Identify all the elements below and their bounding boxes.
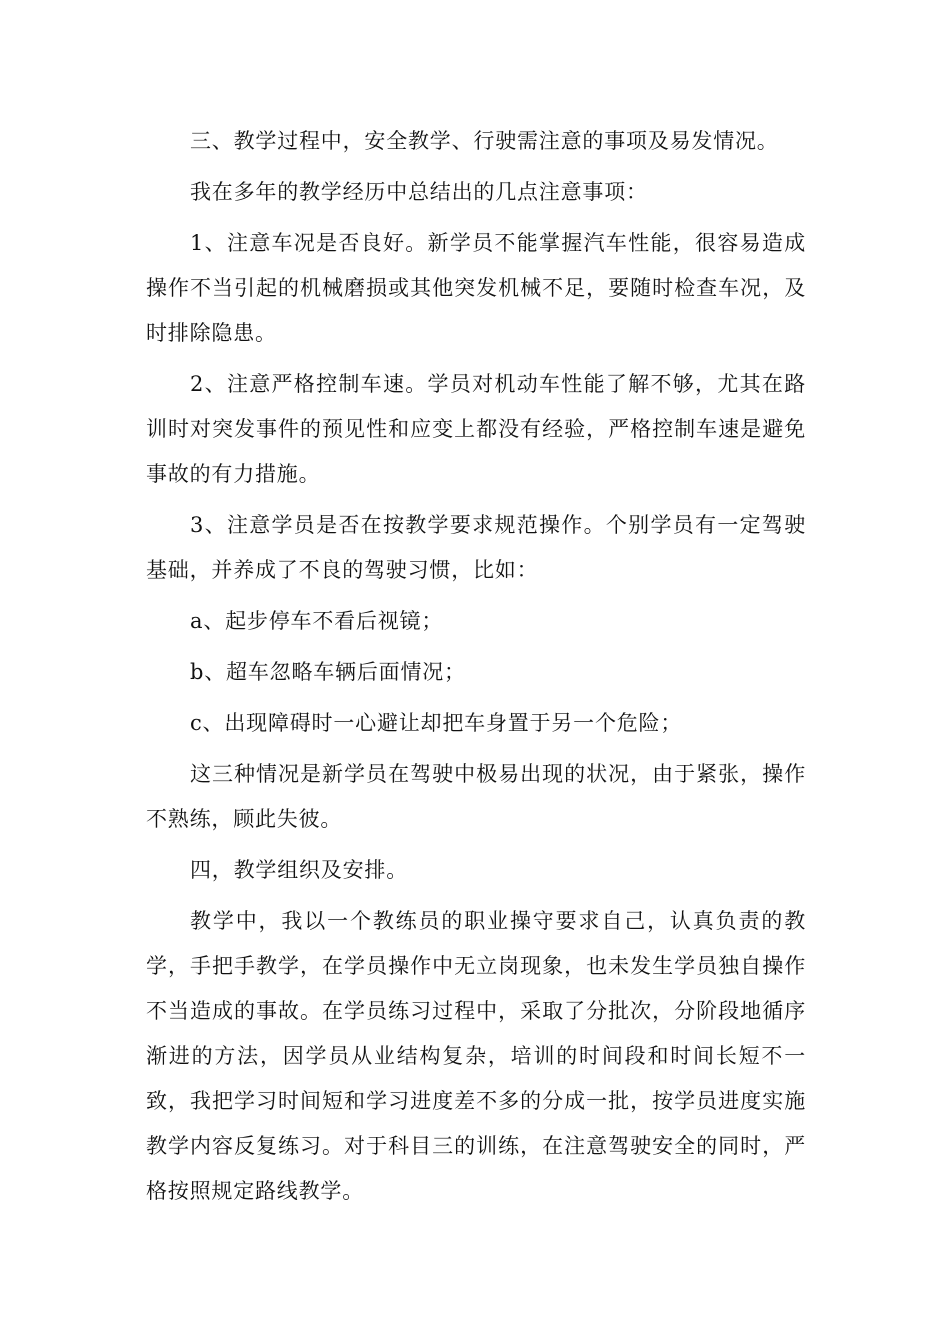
summary-paragraph: 这三种情况是新学员在驾驶中极易出现的状况，由于紧张，操作不熟练，顾此失彼。 [146,762,806,831]
habit-item-a: a、起步停车不看后视镜； [190,609,444,633]
habit-item-c: c、出现障碍时一心避让却把车身置于另一个危险； [190,711,683,735]
section-heading-3: 三、教学过程中，安全教学、行驶需注意的事项及易发情况。 [190,129,779,153]
section-heading-4: 四，教学组织及安排。 [190,858,408,882]
note-item-1: 1、注意车况是否良好。新学员不能掌握汽车性能，很容易造成操作不当引起的机械磨损或其他突发机械不足，要随时检查车况，及时排除隐患。 [146,231,806,345]
note-item-3: 3、注意学员是否在按教学要求规范操作。个别学员有一定驾驶基础，并养成了不良的驾驶习惯，比如： [146,513,806,582]
habit-item-b: b、超车忽略车辆后面情况； [190,660,466,684]
document-body [146,119,806,1220]
teaching-organization-paragraph: 教学中，我以一个教练员的职业操守要求自己，认真负责的教学，手把手教学，在学员操作中无立岗现象，也未发生学员独自操作不当造成的事故。在学员练习过程中，采取了分批次，分阶段地循序渐进的方法，因学员从业结构复杂，培训的时间段和时间长短不一致，我把学习时间短和学习进度差不多的分成一批，按学员进度实施教学内容反复练习。对于科目三的训练，在注意驾驶安全的同时，严格按照规定路线教学。 [146,909,806,1203]
intro-paragraph: 我在多年的教学经历中总结出的几点注意事项： [190,180,648,204]
note-item-2: 2、注意严格控制车速。学员对机动车性能了解不够，尤其在路训时对突发事件的预见性和应变上都没有经验，严格控制车速是避免事故的有力措施。 [146,372,806,486]
